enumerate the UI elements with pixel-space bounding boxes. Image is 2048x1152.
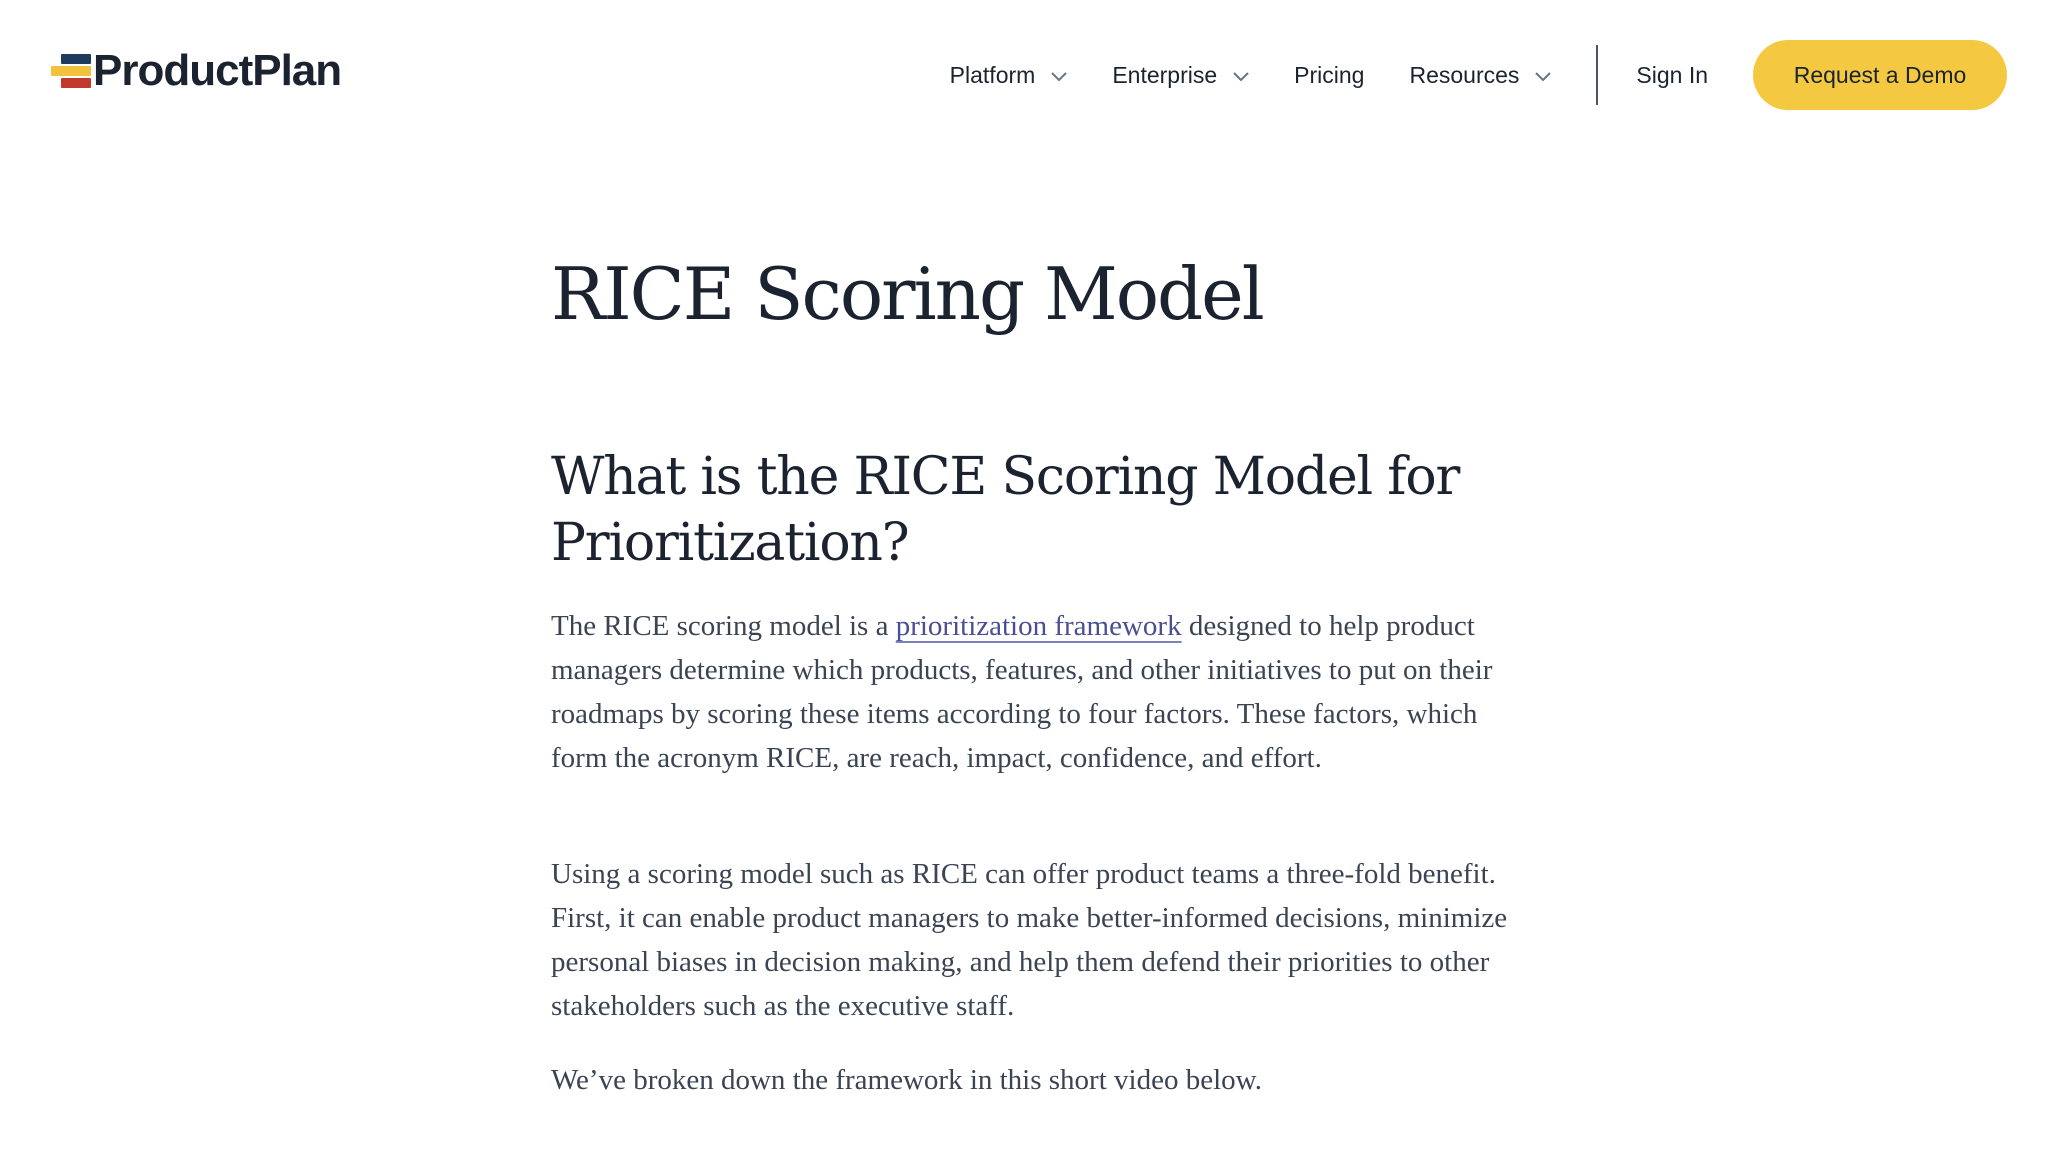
nav-resources-label: Resources	[1409, 61, 1520, 88]
nav-pricing-label: Pricing	[1294, 61, 1365, 88]
logo-bar-navy	[61, 54, 91, 64]
nav-platform[interactable]	[950, 62, 1070, 89]
nav-platform-label: Platform	[949, 61, 1036, 88]
nav-pricing[interactable]	[1294, 62, 1364, 89]
logo-bar-yellow	[51, 66, 91, 76]
intro-text-before-link: The RICE scoring model is a	[551, 610, 896, 642]
intro-text-after-link: designed to help product managers determine which products, features, and other initiatives to put on their roadmaps by scoring these items according to four factors. These factors, which form the acronym RICE, are reach, impact, confidence, and effort.	[551, 610, 1493, 774]
section-heading: What is the RICE Scoring Model for Prioritization?	[551, 447, 1460, 573]
site-header	[0, 0, 2048, 150]
intro-paragraph	[551, 604, 1511, 780]
productplan-logo-icon	[51, 54, 91, 88]
chevron-down-icon	[1049, 71, 1069, 83]
nav-resources[interactable]	[1409, 62, 1553, 89]
logo-wordmark: ProductPlan	[93, 46, 342, 95]
nav-enterprise[interactable]	[1112, 62, 1251, 89]
nav-enterprise-label: Enterprise	[1112, 61, 1218, 88]
productplan-logo[interactable]	[51, 48, 341, 94]
benefit-paragraph: Using a scoring model such as RICE can offer product teams a three-fold benefit. First, it can enable product managers to make better-informed decisions, minimize personal biases in decision making, and help them defend their priorities to other stakeholders such as the executive staff.	[551, 858, 1508, 1022]
sign-in-link[interactable]: Sign In	[1636, 61, 1708, 88]
nav-divider	[1596, 45, 1598, 105]
request-demo-button[interactable]: Request a Demo	[1753, 40, 2007, 110]
main-nav	[950, 40, 2007, 110]
video-intro-paragraph: We’ve broken down the framework in this short video below.	[551, 1064, 1262, 1096]
logo-bar-red	[61, 78, 91, 88]
prioritization-framework-link[interactable]: prioritization framework	[895, 610, 1182, 642]
page-title: RICE Scoring Model	[551, 252, 1263, 336]
chevron-down-icon	[1533, 71, 1553, 83]
chevron-down-icon	[1231, 71, 1251, 83]
